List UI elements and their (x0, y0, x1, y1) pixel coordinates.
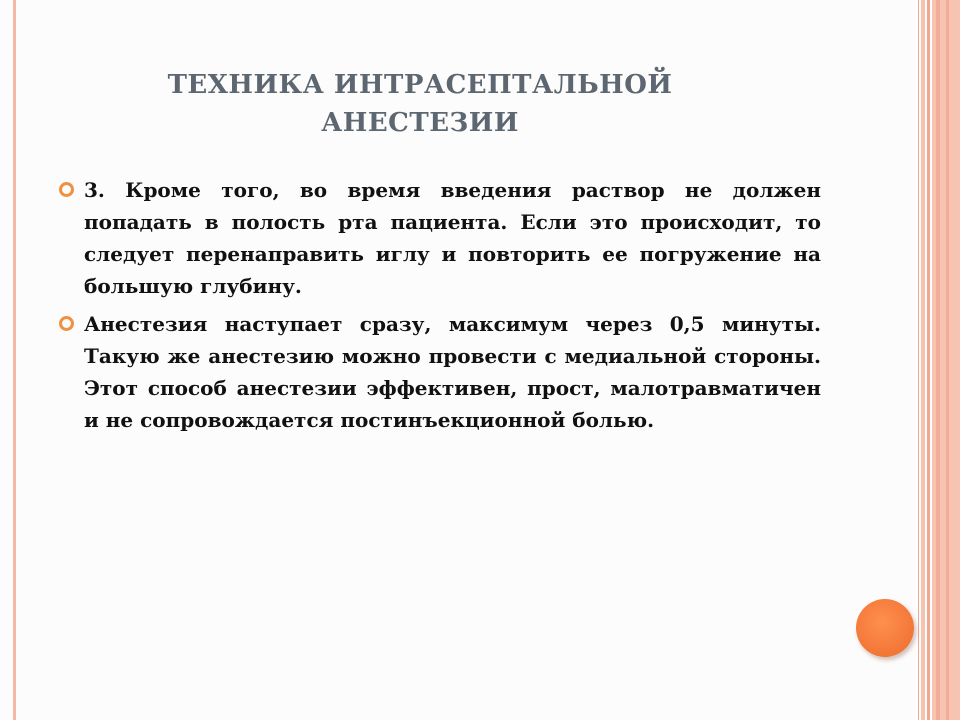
slide-title-line: ТЕХНИКА ИНТРАСЕПТАЛЬНОЙ (167, 70, 673, 100)
bullet-circle-icon (59, 316, 74, 331)
right-stripe (918, 0, 919, 720)
left-border-rule (13, 0, 16, 720)
bullet-circle-icon (59, 182, 74, 197)
slide-title-line: АНЕСТЕЗИИ (321, 108, 519, 138)
bullet-item (84, 308, 821, 436)
right-stripe (936, 0, 940, 720)
right-stripe (927, 0, 930, 720)
right-stripe (921, 0, 925, 720)
right-stripe (946, 0, 949, 720)
bullet-text: Анестезия наступает сразу, максимум через 0,5 минуты. Такую же анестезию можно провести с медиальной стороны. Этот способ анестезии эффективен, прост, малотравматичен и не сопровождается постинъекционной болью. (84, 312, 821, 432)
bullet-text: 3. Кроме того, во время введения раствор не должен попадать в полость рта пациента. Если это происходит, то следует перенаправить иглу и повторить ее погружение на большую глубину. (84, 178, 821, 298)
slide-title (60, 66, 780, 142)
orange-circle-decoration (856, 599, 914, 657)
bullet-item (84, 174, 821, 302)
bullet-list (84, 174, 821, 442)
